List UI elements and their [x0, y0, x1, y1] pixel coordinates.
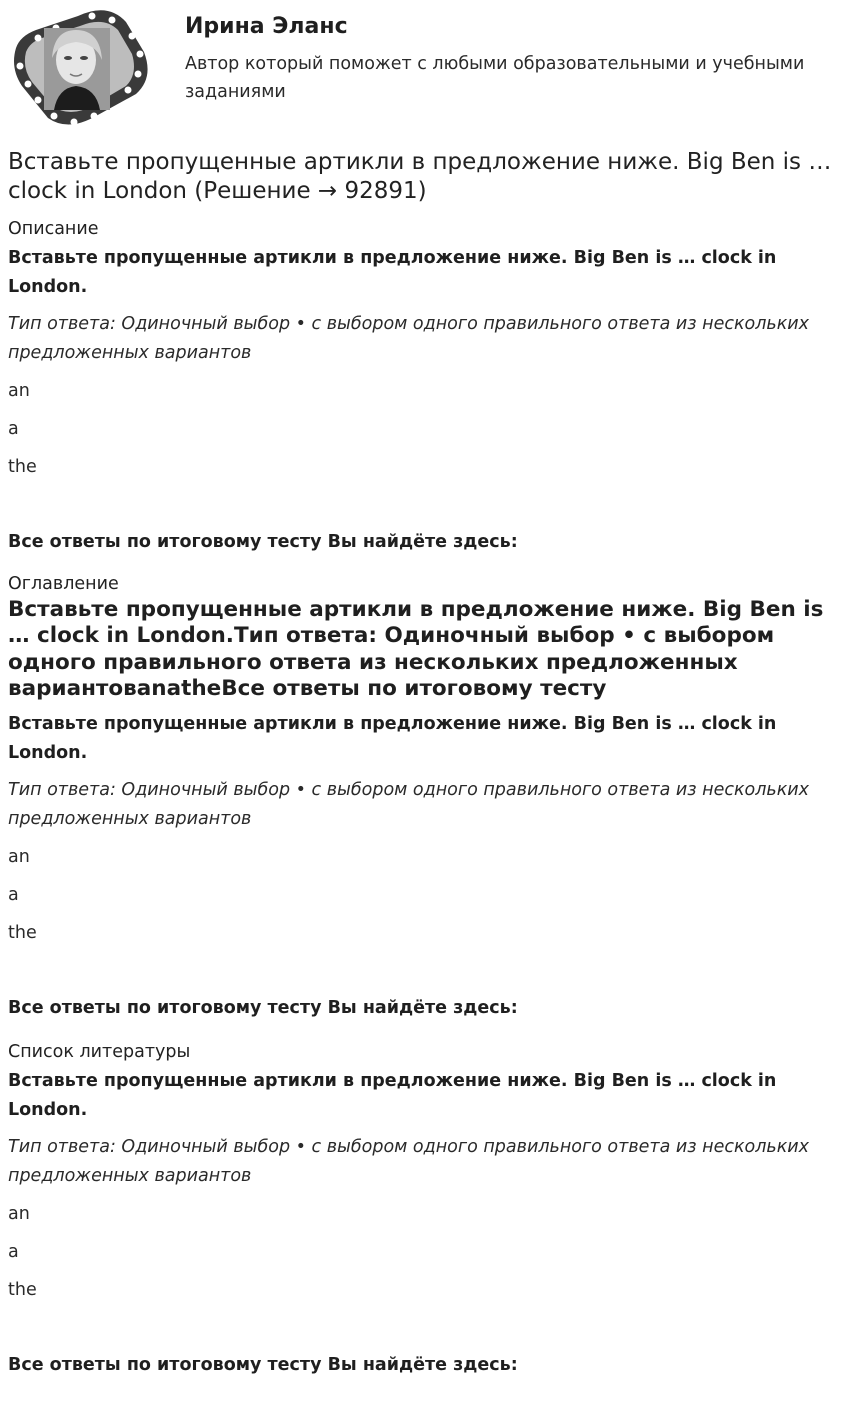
description-section [8, 216, 836, 555]
option-an: an [8, 381, 30, 401]
answer-type: Тип ответа: Одиночный выбор • с выбором одного правильного ответа из нескольких предложенных вариантов [8, 1137, 810, 1186]
all-answers-note: Все ответы по итоговому тесту Вы найдёте здесь: [8, 1355, 518, 1375]
all-answers-note: Все ответы по итоговому тесту Вы найдёте здесь: [8, 532, 518, 552]
author-avatar [8, 8, 150, 126]
section-label: Описание [8, 219, 99, 239]
all-answers-note: Все ответы по итоговому тесту Вы найдёте здесь: [8, 998, 518, 1019]
page-title: Вставьте пропущенные артикли в предложение ниже. Big Ben is … clock in London (Решение → 92891) [8, 149, 832, 204]
toc-heading: Вставьте пропущенные артикли в предложение ниже. Big Ben is … clock in London.Тип ответа: Одиночный выбор • с выбором одного правильного ответа из нескольких предложенных вариантовanatheВсе ответы по итоговому тесту [8, 597, 824, 701]
option-a: a [8, 885, 19, 906]
option-a: a [8, 1242, 19, 1262]
answer-type: Тип ответа: Одиночный выбор • с выбором одного правильного ответа из нескольких предложенных вариантов [8, 780, 810, 830]
author-block [8, 8, 839, 128]
section-label: Оглавление [8, 574, 119, 594]
bibliography-section [8, 1039, 836, 1378]
question-text: Вставьте пропущенные артикли в предложение ниже. Big Ben is … clock in London. [8, 714, 777, 764]
answer-type: Тип ответа: Одиночный выбор • с выбором одного правильного ответа из нескольких предложенных вариантов [8, 314, 810, 363]
option-a: a [8, 419, 19, 439]
section-label: Список литературы [8, 1042, 191, 1062]
author-description: Автор который поможет с любыми образовательными и учебными заданиями [185, 54, 805, 102]
question-text: Вставьте пропущенные артикли в предложение ниже. Big Ben is … clock in London. [8, 248, 777, 297]
option-the: the [8, 457, 37, 477]
option-an: an [8, 1204, 30, 1224]
option-the: the [8, 1280, 37, 1300]
option-the: the [8, 923, 37, 944]
question-text: Вставьте пропущенные артикли в предложение ниже. Big Ben is … clock in London. [8, 1071, 777, 1120]
option-an: an [8, 847, 30, 868]
author-name[interactable]: Ирина Эланс [185, 14, 348, 39]
toc-section [8, 571, 836, 1021]
